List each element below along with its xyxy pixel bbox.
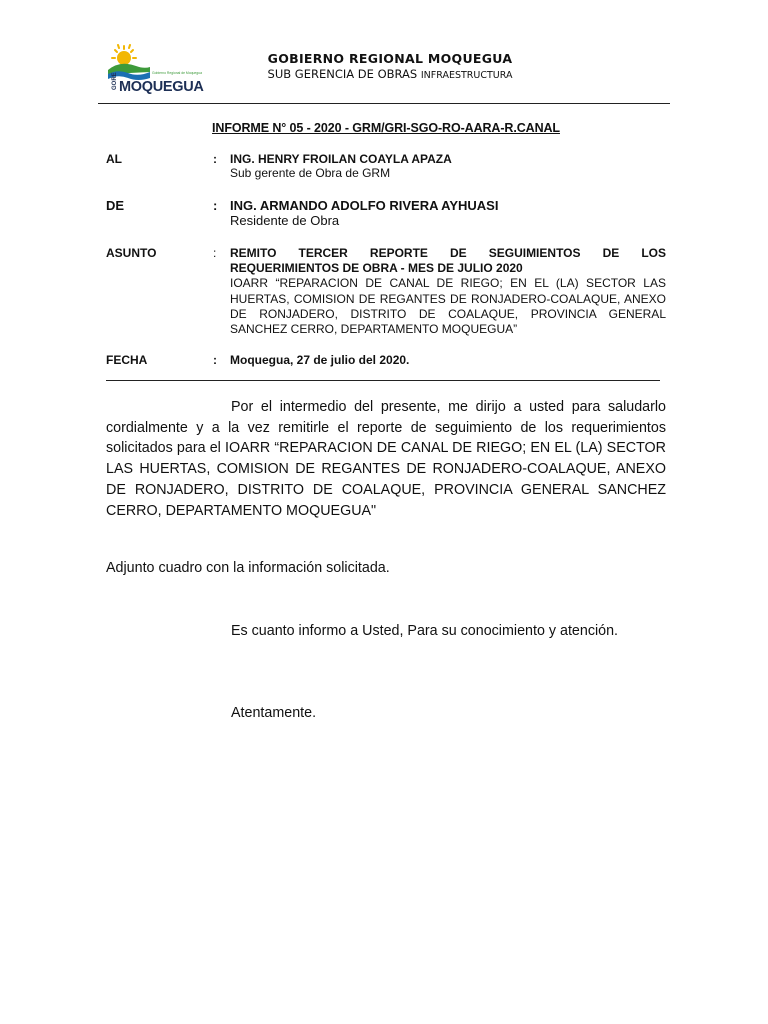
recipient-name: ING. HENRY FROILAN COAYLA APAZA xyxy=(230,152,452,166)
body-paragraph: Por el intermedio del presente, me dirijo a usted para saludarlo cordialmente y a la vez remitirle el reporte de seguimiento de los requerimientos solicitados para el IOARR “REPARACION DE CANAL DE RIEGO; EN EL (LA) SECTOR LAS HUERTAS, COMISION DE REGANTES DE RONJADERO-COALAQUE, ANEXO DE RONJADERO, DISTRITO DE COALAQUE, PROVINCIA GENERAL SANCHEZ CERRO, DEPARTAMENTO MOQUEGUA" xyxy=(106,399,666,519)
svg-text:GORE: GORE xyxy=(112,72,118,90)
subject-heading: REMITO TERCER REPORTE DE SEGUIMIENTOS DE LOS REQUERIMIENTOS DE OBRA - MES DE JULIO 2020 xyxy=(230,246,666,276)
document-page: GORE MOQUEGUA Gobierno Regional de Moquegua GOBIERNO REGIONAL MOQUEGUA SUB GERENCIA DE OBRAS INFRAESTRUCTURA INFORME N° 05 - 2020 - GRM/GRI-SGO-RO-AARA-R.CANAL AL : ING. HENRY FROILAN COAYLA APAZA Sub gerente de Obra de GRM DE : ING. ARMANDO ADOLFO RIVERA AYHUASI Residente de Obra ASUNTO : REMITO TERCER REPORTE DE SEGUIMIENTOS DE LOS REQUERIMIENTOS DE OBRA - MES DE JULIO 2020 IOARR “REPARACION DE CANAL DE RIEGO; EN EL (LA) SECTOR LAS HUERTAS, COMISION DE REGANTES DE RONJADERO-COALAQUE, ANEXO DE RONJADERO, DISTRITO DE COALAQUE, PROVINCIA GENERAL SANCHEZ CERRO, DEPARTAMENTO MOQUEGUA” FECHA : Moquegua, 27 de julio del 2020. Por el intermedio del presente, me dirijo a usted para saludarlo cordialmente y a la vez remitirle el reporte de seguimiento de los requerimientos solicitados para el IOARR “REPARACION DE CANAL DE RIEGO; EN EL (LA) SECTOR LAS HUERTAS, COMISION DE REGANTES DE RONJADERO-COALAQUE, ANEXO DE RONJADERO, DISTRITO DE COALAQUE, PROVINCIA GENERAL SANCHEZ CERRO, DEPARTAMENTO MOQUEGUA" Adjunto cuadro con la información solicitada. Es cuanto informo a Usted, Para su conocimiento y atención. Atentamente. xyxy=(0,0,768,1024)
al-value xyxy=(230,152,666,180)
organization-name: GOBIERNO REGIONAL MOQUEGUA xyxy=(267,51,513,66)
date-value: Moquegua, 27 de julio del 2020. xyxy=(230,353,410,367)
regional-government-logo xyxy=(106,44,232,94)
header-block xyxy=(240,51,540,81)
fecha-label: FECHA xyxy=(106,353,148,367)
sun-icon xyxy=(112,45,136,65)
asunto-label: ASUNTO xyxy=(106,246,157,260)
header-divider xyxy=(98,103,670,104)
asunto-value xyxy=(230,246,666,337)
attachment-note: Adjunto cuadro con la información solicitada. xyxy=(106,560,390,576)
sender-role: Residente de Obra xyxy=(230,213,340,228)
recipient-role: Sub gerente de Obra de GRM xyxy=(230,166,391,180)
de-label: DE xyxy=(106,198,125,213)
logo-wordmark: MOQUEGUA xyxy=(119,79,204,94)
sign-off: Atentamente. xyxy=(231,705,317,721)
al-label: AL xyxy=(106,152,122,166)
sub-organization: SUB GERENCIA DE OBRAS INFRAESTRUCTURA xyxy=(267,67,513,81)
subject-detail: IOARR “REPARACION DE CANAL DE RIEGO; EN EL (LA) SECTOR LAS HUERTAS, COMISION DE REGANTES DE RONJADERO-COALAQUE, ANEXO DE RONJADERO, DISTRITO DE COALAQUE, PROVINCIA GENERAL SANCHEZ CERRO, DEPARTAMENTO MOQUEGUA” xyxy=(230,276,666,337)
closing-statement: Es cuanto informo a Usted, Para su conocimiento y atención. xyxy=(231,623,619,639)
report-title: INFORME N° 05 - 2020 - GRM/GRI-SGO-RO-AARA-R.CANAL xyxy=(212,121,560,135)
body-divider xyxy=(106,380,660,381)
svg-text:Gobierno Regional de Moquegua: Gobierno Regional de Moquegua xyxy=(152,71,202,75)
sender-name: ING. ARMANDO ADOLFO RIVERA AYHUASI xyxy=(230,198,499,213)
de-value xyxy=(230,198,666,228)
